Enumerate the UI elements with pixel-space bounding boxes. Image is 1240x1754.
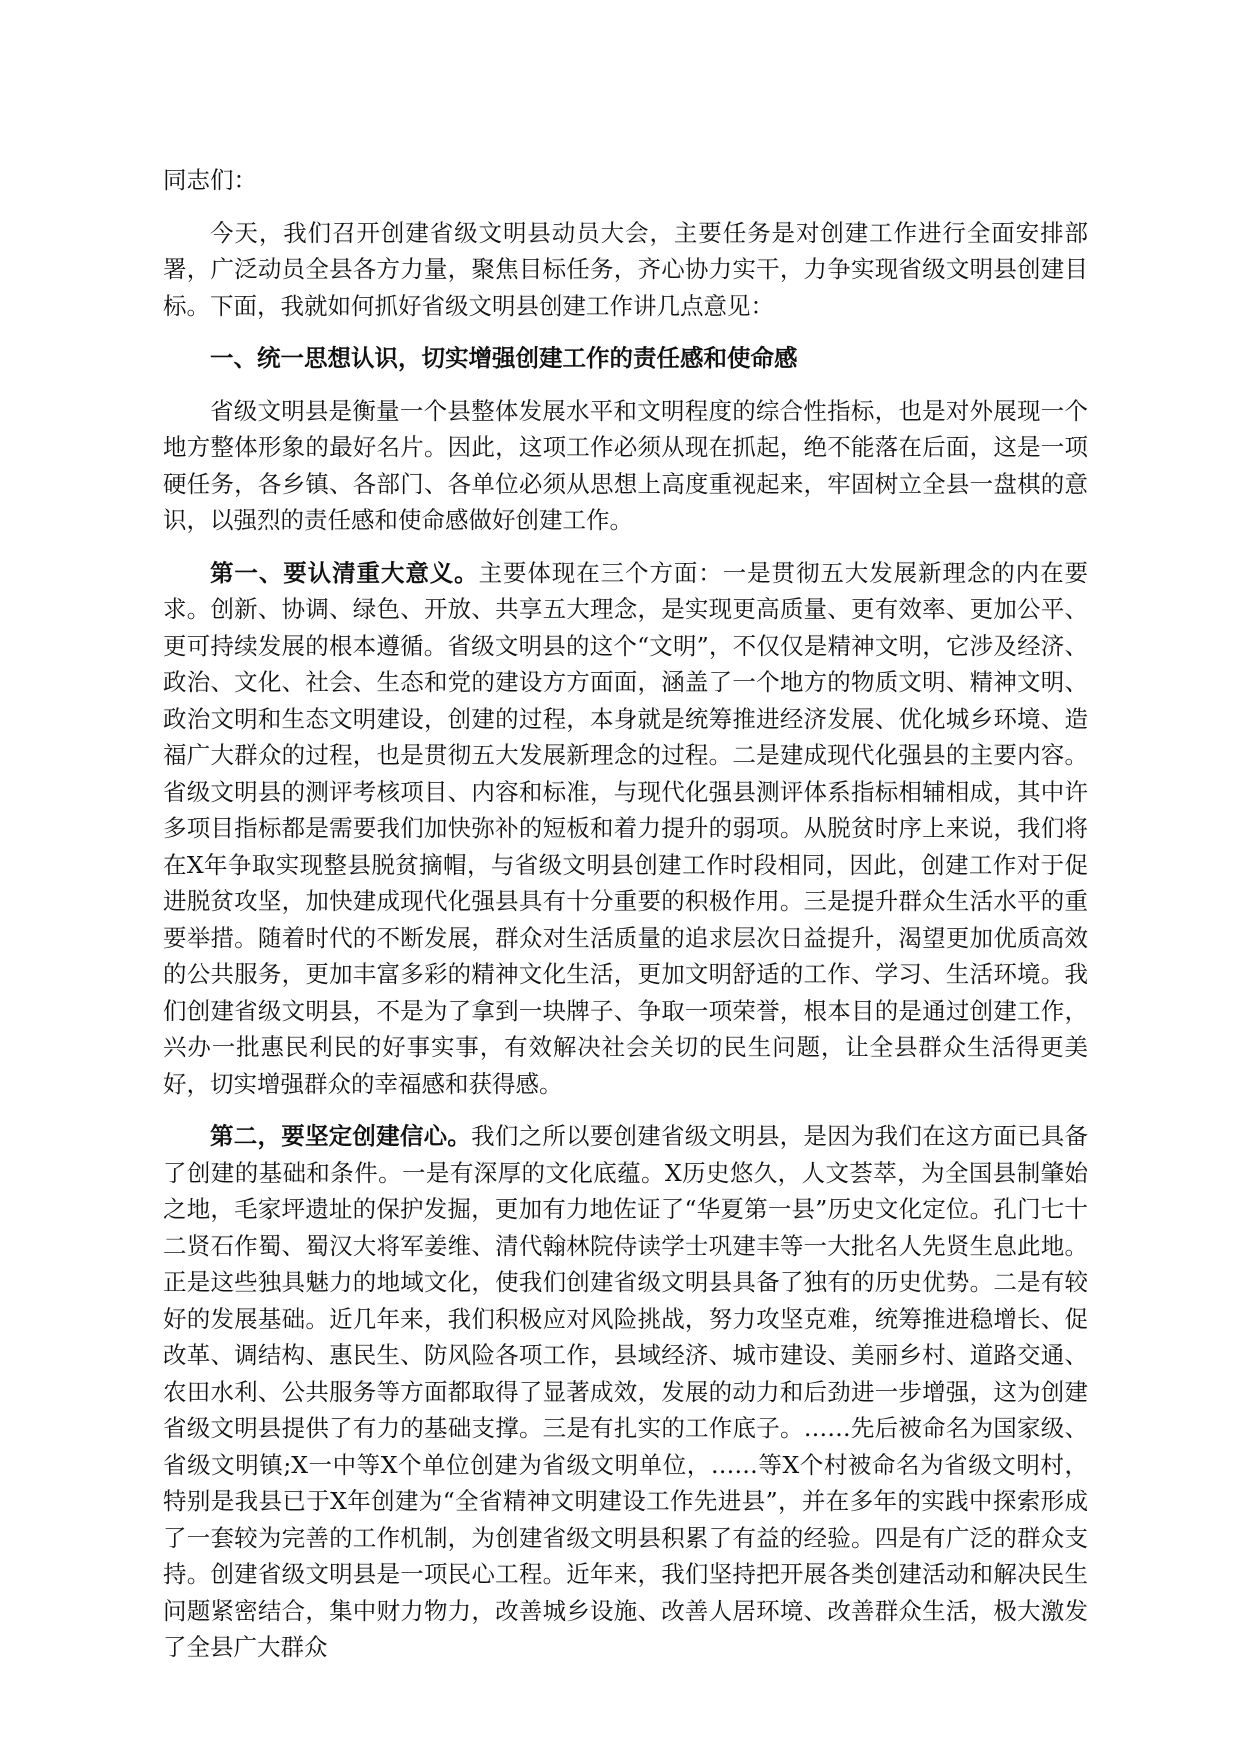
point-1-paragraph — [163, 555, 1088, 1103]
point-2-body: 我们之所以要创建省级文明县，是因为我们在这方面已具备了创建的基础和条件。一是有深厚的文化底蕴。X历史悠久，人文荟萃，为全国县制肇始之地，毛家坪遗址的保护发掘，更加有力地佐证了“华夏第一县”历史文化定位。孔门七十二贤石作蜀、蜀汉大将军姜维、清代翰林院侍读学士巩建丰等一大批名人先贤生息此地。正是这些独具魅力的地域文化，使我们创建省级文明县具备了独有的历史优势。二是有较好的发展基础。近几年来，我们积极应对风险挑战，努力攻坚克难，统筹推进稳增长、促改革、调结构、惠民生、防风险各项工作，县域经济、城市建设、美丽乡村、道路交通、农田水利、公共服务等方面都取得了显著成效，发展的动力和后劲进一步增强，这为创建省级文明县提供了有力的基础支撑。三是有扎实的工作底子。……先后被命名为国家级、省级文明镇;X一中等X个单位创建为省级文明单位，……等X个村被命名为省级文明村，特别是我县已于X年创建为“全省精神文明建设工作先进县”，并在多年的实践中探索形成了一套较为完善的工作机制，为创建省级文明县积累了有益的经验。四是有广泛的群众支持。创建省级文明县是一项民心工程。近年来，我们坚持把开展各类创建活动和解决民生问题紧密结合，集中财力物力，改善城乡设施、改善人居环境、改善群众生活，极大激发了全县广大群众 — [163, 1122, 1089, 1661]
document-body — [163, 162, 1088, 1682]
section-1-paragraph: 省级文明县是衡量一个县整体发展水平和文明程度的综合性指标，也是对外展现一个地方整体形象的最好名片。因此，这项工作必须从现在抓起，绝不能落在后面，这是一项硬任务，各乡镇、各部门、各单位必须从思想上高度重视起来，牢固树立全县一盘棋的意识，以强烈的责任感和使命感做好创建工作。 — [163, 396, 1088, 534]
point-1-body: 主要体现在三个方面：一是贯彻五大发展新理念的内在要求。创新、协调、绿色、开放、共享五大理念，是实现更高质量、更有效率、更加公平、更可持续发展的根本遵循。省级文明县的这个“文明”，不仅仅是精神文明，它涉及经济、政治、文化、社会、生态和党的建设方方面面，涵盖了一个地方的物质文明、精神文明、政治文明和生态文明建设，创建的过程，本身就是统筹推进经济发展、优化城乡环境、造福广大群众的过程，也是贯彻五大发展新理念的过程。二是建成现代化强县的主要内容。省级文明县的测评考核项目、内容和标准，与现代化强县测评体系指标相辅相成，其中许多项目指标都是需要我们加快弥补的短板和着力提升的弱项。从脱贫时序上来说，我们将在X年争取实现整县脱贫摘帽，与省级文明县创建工作时段相同，因此，创建工作对于促进脱贫攻坚，加快建成现代化强县具有十分重要的积极作用。三是提升群众生活水平的重要举措。随着时代的不断发展，群众对生活质量的追求层次日益提升，渴望更加优质高效的公共服务，更加丰富多彩的精神文化生活，更加文明舒适的工作、学习、生活环境。我们创建省级文明县，不是为了拿到一块牌子、争取一项荣誉，根本目的是通过创建工作，兴办一批惠民利民的好事实事，有效解决社会关切的民生问题，让全县群众生活得更美好，切实增强群众的幸福感和获得感。 — [163, 558, 1089, 1098]
point-2-paragraph — [163, 1118, 1088, 1666]
intro-paragraph: 今天，我们召开创建省级文明县动员大会，主要任务是对创建工作进行全面安排部署，广泛动员全县各方力量，聚焦目标任务，齐心协力实干，力争实现省级文明县创建目标。下面，我就如何抓好省级文明县创建工作讲几点意见： — [163, 218, 1088, 320]
point-1-lead: 第一、要认清重大意义。 — [210, 558, 479, 587]
section-heading-1: 一、统一思想认识，切实增强创建工作的责任感和使命感 — [210, 344, 798, 372]
point-2-lead: 第二，要坚定创建信心。 — [210, 1122, 472, 1150]
salutation: 同志们： — [163, 166, 257, 194]
